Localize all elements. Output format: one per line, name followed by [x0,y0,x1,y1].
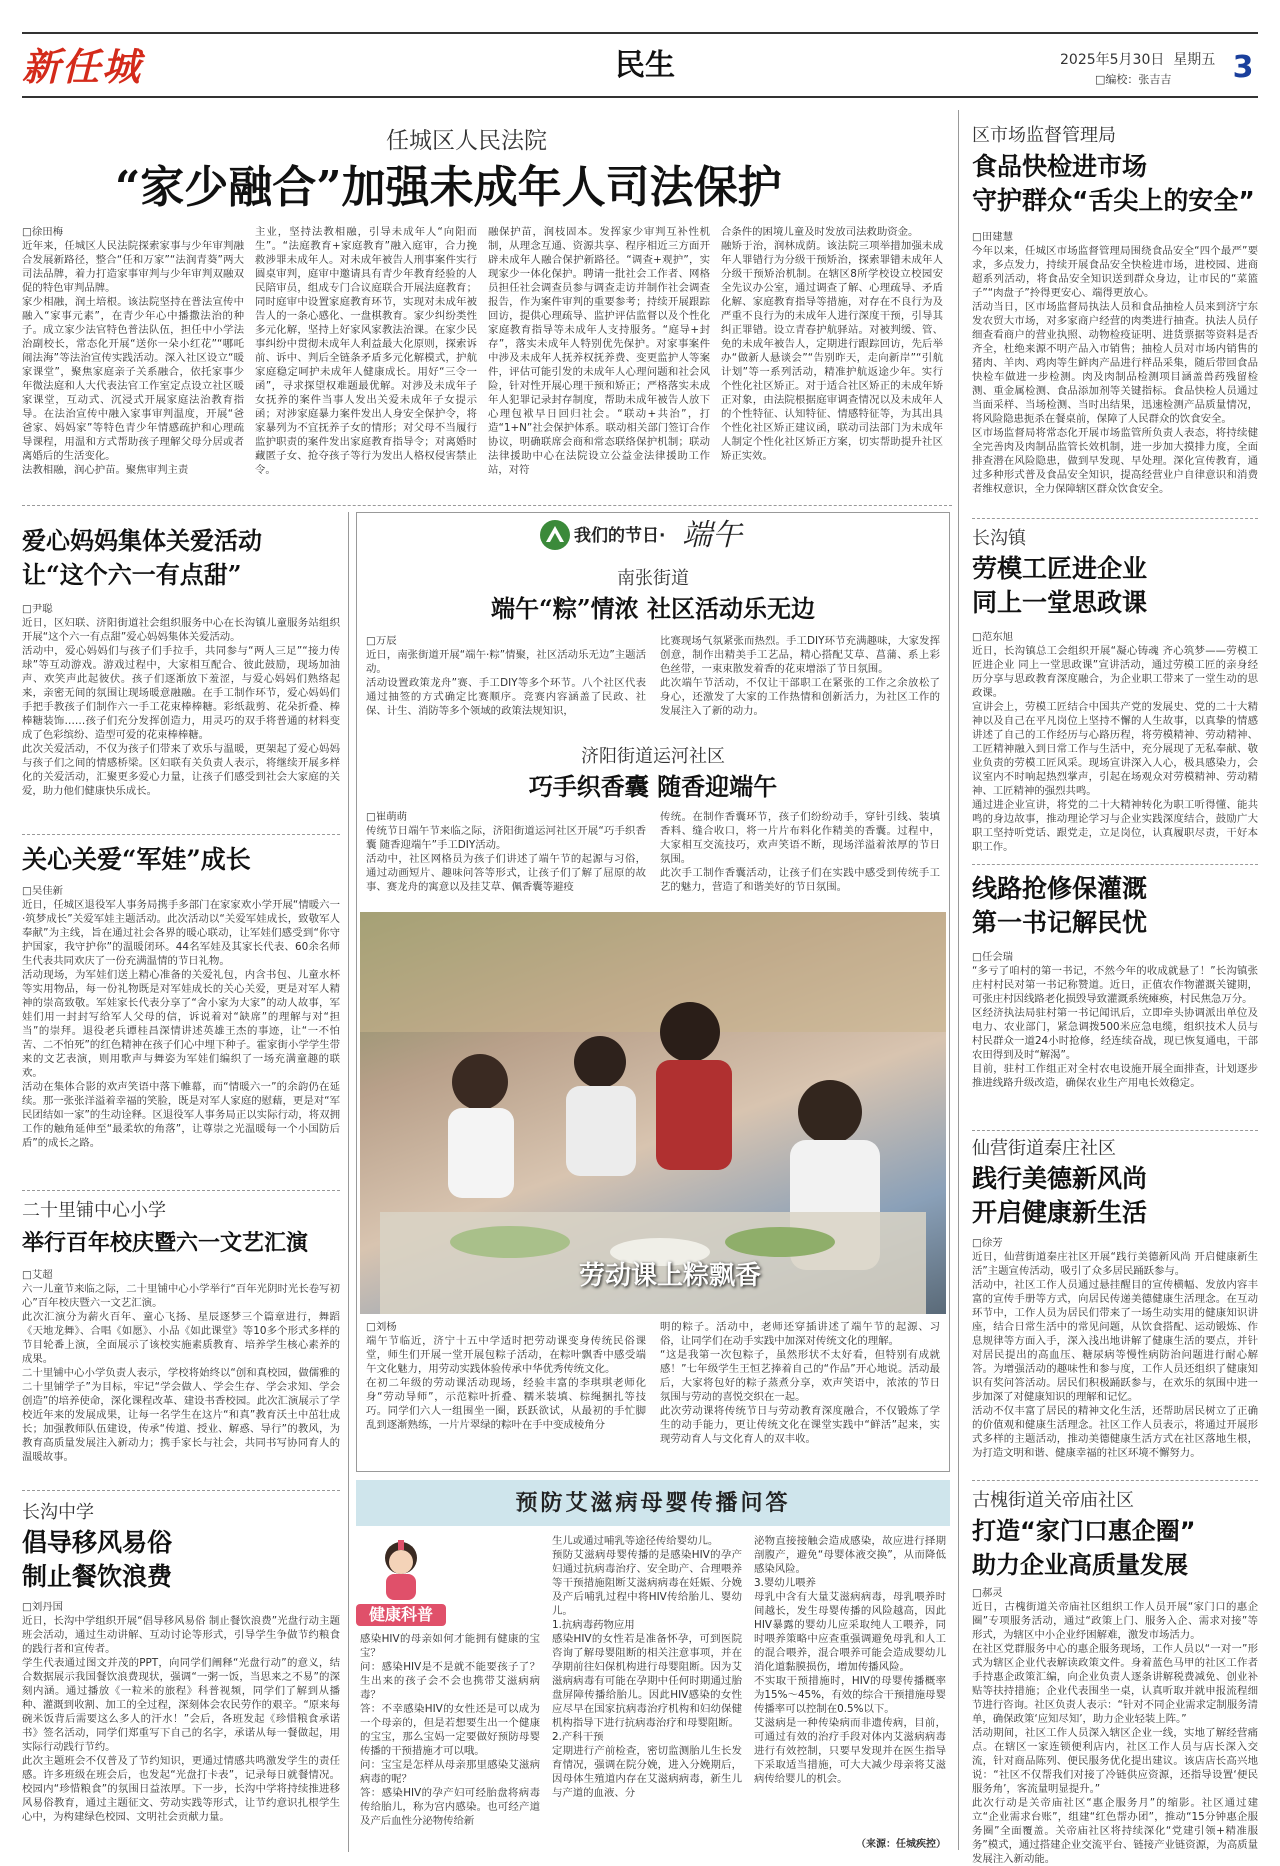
health-badge-label: 健康科普 [356,1604,446,1626]
r5-body: □郝灵 近日，古槐街道关帝庙社区组织工作人员开展“家门口的惠企圈”专项服务活动，通过“政策上门、服务入企、需求对接”等形式，为辖区中小企业纾困解难，激发市场活力。 在社区党群服务中心的惠企服务现场，工作人员以“一对一”形式为辖区企业代表解读政策文件。身着蓝色马甲的社区工作者手持惠企政策汇编，向企业负责人逐条讲解税费减免、创业补贴等扶持措施；企业代表围坐一桌，认真听取并就申报流程细节进行咨询。社区负责人表示：“针对不同企业需求定制服务清单，确保政策‘应知尽知’，助力企业轻装上阵。” 活动期间，社区工作人员深入辖区企业一线，实地了解经营痛点。在辖区一家连锁便利店内，社区工作人员与店长深入交流，针对商品陈列、便民服务优化提出建议。该店店长高兴地说：“社区不仅帮我们对接了冷链供应资源，还指导设置‘便民服务角’，客流量明显提升。” 此次行动是关帝庙社区“惠企服务月”的缩影。社区通过建立“企业需求台账”，组建“红色帮办团”，推动“15分钟惠企服务圈”全面覆盖。关帝庙社区将持续深化“党建引领+精准服务”模式，通过搭建企业交流平台、链接产业链资源，为高质量发展注入新动能。 [972,1587,1258,1865]
l3-body: □艾超 六一儿童节来临之际，二十里铺中心小学举行“百年光阴时光长卷写初心”百年校庆暨六一文艺汇演。 此次汇演分为薪火百年、童心飞扬、星辰逐梦三个篇章进行，舞蹈《天地龙舞》、合唱《如愿》、小品《如此课堂》等10多个形式多样的节目轮番上演，全面展示了该校实施素质教育、培养学生核心素养的成果。 二十里铺中心小学负责人表示，学校将始终以“创和真校园，做儒雅的二十里铺学子”为目标，牢记“学会做人、学会生存、学会求知、学会创造”的培养使命，深化课程改革、建设书香校园。此次汇演展示了学校近年来的发展成果，让每一名学生在这片“和真”教育沃土中茁壮成长；加强教师队伍建设，传承“传道、授业、解惑、导行”的教风，为教育高质量发展注入新动力；携手家长与社会，共同书写协同育人的温暖故事。 [22,1269,340,1463]
l4-title-1: 倡导移风易俗 [22,1528,173,1557]
s1-col-1: □万辰 近日，南张街道开展“端午·粽”情聚，社区活动乐无边”主题活动。 活动设置政策龙舟”赛、手工DIY等多个环节。八个社区代表通过抽签的方式确定比赛顺序。竞赛内容涵盖了民政、社保、计生、消防等多个领域的政策法规知识， [366,635,646,717]
rt-body: □田建慧 今年以来，任城区市场监督管理局围绕食品安全“四个最严”要求，多点发力，持续开展食品安全快检进市场，进校园、进商超系列活动，将食品安全知识送到群众身边，让市民的“菜篮子”“肉盘子”拎得更安心、端得更放心。 活动当日，区市场监督局执法人员和食品抽检人员来到济宁东发农贸大市场，对多家商户经营的肉类进行抽查。执法人员仔细查看商户的营业执照、动物检疫证明、进货票据等资料是否齐全，杜绝来源不明产品入市销售；抽检人员对市场内销售的猪肉、羊肉、鸡肉等生鲜肉产品进行样品采集，随后带回食品快检车做进一步检测。肉及肉制品检测项目涵盖兽药残留检测、重金属检测、食品添加剂等关键指标。食品快检人员通过当面采样、当场检测、当时出结果，迅速检测产品质量情况，将风险隐患扼杀在餐桌前，保障了人民群众的饮食安全。 区市场监督局将常态化开展市场监管所负责人表态，将持续健全完善肉及肉制品监管长效机制，进一步加大摸排力度，全面排查潜在风险隐患，做到早发现、早处理。深化宣传教育，通过多种形式普及食品安全知识，提高经营业户自律意识和消费者维权意识，全力保障辖区群众饮食安全。 [972,231,1258,495]
lead-col-3: 融保护苗，润枝固本。发挥家少审判互补性机制，从理念互通、资源共享、程序相近三方面开辟未成年人融合保护新路径。“调查+观护”，实现家少一体化保护。聘请一批社会工作者、网格员担任社会调查员参与调查走访并制作社会调查报告，作为案件审判的重要参考；持续开展跟踪回访，提供心理疏导、监护评估监督以及个性化家庭教育指导等未成年人支持服务。“庭导+封存”，落实未成年人特别优先保护。对家事案件中涉及未成年人抚养权抚养费、变更监护人等案件，评估可能引发的未成年人心理问题和社会风险，针对性开展心理干预和矫正；严格落实未成年人犯罪记录封存制度，帮助未成年被告人放下心理包袱早日回归社会。“联动+共治”，打造“1+N”社会保护体系。联动相关部门签订合作协议，明确联席会商和常态联络保护机制；联动法律援助中心在法院设立公益金法律援助工作站，对符 [488,226,710,476]
s1-col-2: 比赛现场气氛紧张而热烈。手工DIY环节充满趣味，大家发挥创意，制作出精美手工艺品，精心搭配艾草、菖蒲、系上彩色丝带，一束束散发着香的花束增添了节日氛围。 此次端午节活动，不仅让干部职工在紧张的工作之余放松了身心，还激发了大家的工作热情和创新活力，为社区工作的发展注入了新的动力。 [660,635,940,717]
r3-title-2: 第一书记解民忧 [972,908,1148,937]
festival-photo [360,912,946,1314]
l1-separator [22,834,340,835]
s1-title: 端午“粽”情浓 社区活动乐无边 [491,594,815,623]
rt-kicker: 区市场监督管理局 [972,125,1116,146]
r5-title-1: 打造“家门口惠企圈” [972,1517,1196,1545]
l2-separator [22,1190,340,1191]
l1-body: □尹聪 近日，区妇联、济阳街道社会组织服务中心在长沟镇儿童服务站组织开展“这个六一有点甜”爱心妈妈集体关爱活动。 活动中，爱心妈妈们与孩子们手拉手，共同参与“两人三足”“接力传球”等互动游戏。游戏过程中，大家相互配合、彼此鼓励，现场加油声、欢笑声此起彼伏。孩子们逐渐放下羞涩，与爱心妈妈们熟络起来，亲密无间的氛围让现场暖意融融。在手工制作环节，爱心妈妈们手把手教孩子们制作六一手工花束棒棒糖。彩纸裁剪、花朵折叠、棒棒糖装饰……孩子们充分发挥创造力，用灵巧的双手将普通的材料变成了色彩缤纷、造型可爱的花束棒棒糖。 此次关爱活动，不仅为孩子们带来了欢乐与温暖，更架起了爱心妈妈与孩子们之间的情感桥梁。区妇联有关负责人表示，将继续开展多样化的关爱活动，汇聚更多爱心力量，让孩子们感受到社会大家庭的关爱，助力他们健康快乐成长。 [22,603,340,797]
l3-kicker: 二十里铺中心小学 [22,1200,166,1221]
s2-title: 巧手织香囊 随香迎端午 [528,772,778,801]
l2-body: □吴佳新 近日，任城区退役军人事务局携手多部门在家家欢小学开展“情暖六一·筑梦成长”关爱军娃主题活动。此次活动以“关爱军娃成长，致敬军人奉献”为主线，旨在通过社会各界的暖心联动，让军娃们感受到“你守护国家，我守护你”的温暖闭环。44名军娃及其家长代表、60余名师生代表共同欢庆了一份充满温情的节日礼物。 活动现场，为军娃们送上精心准备的关爱礼包，内含书包、儿童水杯等实用物品，每一份礼物既是对军娃成长的关心关爱，更是对军人精神的崇高致敬。军娃家长代表分享了“舍小家为大家”的动人故事，军娃们用一封封写给军人父母的信，诉说着对“缺席”的理解与对“担当”的崇拜。退役老兵谭桂昌深情讲述英雄王杰的事迹，让“一不怕苦、二不怕死”的红色精神在孩子们心中埋下种子。霍家街小学学生带来的文艺表演，则用歌声与舞姿为军娃们编织了一场充满童趣的联欢。 活动在集体合影的欢声笑语中落下帷幕，而“情暖六一”的余韵仍在延续。那一张张洋溢着幸福的笑脸，既是对军人家庭的慰藉，更是对“军民团结如一家”的生动诠释。区退役军人事务局正以实际行动，将双拥工作的触角延伸至“最柔软的角落”，让尊崇之光温暖每一个小国防后盾”的成长之路。 [22,885,340,1149]
photo-caption: 劳动课上粽飘香 [578,1261,761,1291]
health-banner [356,1480,950,1526]
r4-title-2: 开启健康新生活 [972,1198,1148,1227]
masthead [0,0,1280,100]
editor-line: □编校：张吉吉 [1095,73,1172,86]
l4-title-2: 制止餐饮浪费 [22,1562,173,1591]
r4-separator [972,1480,1258,1481]
l2-title: 关心关爱“军娃”成长 [22,845,251,874]
l1-title-1: 爱心妈妈集体关爱活动 [22,526,262,555]
health-col-3: 泌物直接接触会造成感染，故应进行择期剖腹产，避免“母婴体液交换”，从而降低感染风险。 3.婴幼儿喂养 母乳中含有大量艾滋病病毒，母乳喂养时间越长，发生母婴传播的风险越高，因此HIV暴露的婴幼儿应采取纯人工喂养，同时喂养策略中应查重强调避免母乳和人工的混合喂养，混合喂养可能会造成婴幼儿消化道黏膜损伤，增加传播风险。 不实取干预措施时，HIV的母婴传播概率为15%～45%，有效的综合干预措施母婴传播率可以控制在0.5%以下。 艾滋病是一种传染病而非遗传病，目前，可通过有效的治疗手段对体内艾滋病病毒进行有效控制，只要早发现并在医生指导下采取适当措施，可大大减少母亲将艾滋病传给婴儿的机会。 [754,1535,946,1785]
festival-emblem-icon [540,520,570,550]
masthead-bottom-rule [22,96,1258,98]
r3-title-1: 线路抢修保灌溉 [972,874,1148,903]
l3-separator [22,1490,340,1491]
r2-separator [972,864,1258,865]
s2-col-2: 传统。在制作香囊环节，孩子们纷纷动手，穿针引线、装填香料、缝合收口，将一片片布料化作精美的香囊。过程中，大家相互交流技巧，欢声笑语不断，现场洋溢着浓厚的节日氛围。 此次手工制作香囊活动，让孩子们在实践中感受到传统手工艺的魅力，营造了和谐美好的节日氛围。 [660,811,940,893]
r5-title-2: 助力企业高质量发展 [972,1551,1188,1579]
l4-kicker: 长沟中学 [22,1502,94,1523]
right-column-divider [958,110,959,1850]
top-rule [22,32,1258,34]
lead-col-1: □徐田梅 近年来，任城区人民法院探索家事与少年审判融合发展新路径，整合“任和万家”“法润青葵”两大司法品牌，着力打造家事审判与少年审判双融双促的特色审判品牌。 家少相融，润土培根。该法院坚持在普法宣传中融入“家事元素”，在青少年心中播撒法治的种子。成立家少法官特色普法队伍，担任中小学法治副校长，常态化开展“送你一朵小红花”“哪吒闹法海”等法治宣传实践活动。深入社区设立“暖家课堂”，聚焦家庭亲子关系融合，依托家事少年微法庭和人大代表法官工作室定点设立社区暖家课堂，互动式、沉浸式开展家庭法治教育指导。在法治宣传中融入家事审判温度，开展“爸爸家、妈妈家”等特色青少年情感疏护和心理疏导课程，用温和方式帮助孩子理解父母分居或者离婚后的生活变化。 法教相融，润心护苗。聚焦审判主责 [22,226,244,476]
rt-title-1: 食品快检进市场 [972,152,1148,181]
r2-title-2: 同上一堂思政课 [972,588,1148,617]
r2-kicker: 长沟镇 [972,528,1026,549]
weekday: 星期五 [1173,52,1216,68]
rt-title-2: 守护群众“舌尖上的安全” [972,186,1255,215]
festival-banner-script: 端午 [682,518,742,553]
lead-separator [22,505,952,506]
lead-col-4: 合条件的困境儿童及时发放司法救助资金。 融矫于治，润林成荫。该法院三项举措加强未成年人罪错行为分级干预矫治，探索罪错未成年人分级干预矫治机制。在辖区8所学校设立校园安全先议办公室，通过调查了解、心理疏导、矛盾化解、家庭教育指导等措施，对存在不良行为及严重不良行为的未成年人进行深度干预，引导其纠正罪错。设立青春护航驿站。对被判缓、管、免的未成年被告人，定期进行跟踪回访，先后举办“做新人悬谈会”“告别昨天，走向新岸”“引航计划”等一系列活动，精准护航返途少年。实行个性化社区矫正。对于适合社区矫正的未成年矫正对象，由法院根据庭审调查情况以及未成年人的个性特征、认知特征、情感特征等，为其出具个性化社区矫正建议函，联动司法部门为未成年人制定个性化社区矫正方案，切实帮助提升社区矫正实效。 [721,226,943,462]
left-column-divider [348,512,349,1852]
health-col-1: 感染HIV的母亲如何才能拥有健康的宝宝？ 问：感染HIV是不是就不能要孩子了？生出来的孩子会不会也携带艾滋病病毒？ 答：不幸感染HIV的女性还是可以成为一个母亲的，但是若想要生出一个健康的宝宝，那么宝妈一定要做好预防母婴传播的干预措施才可以哦。 问：宝宝是怎样从母亲那里感染艾滋病病毒的呢？ 答：感染HIV的孕产妇可经胎盘将病毒传给胎儿，称为宫内感染。也可经产道及产后血性分泌物传给新 [360,1633,540,1827]
health-badge [356,1534,446,1626]
s3-col-2: 明的粽子。活动中，老师还穿插讲述了端午节的起源、习俗，让同学们在动手实践中加深对传统文化的理解。 “这是我第一次包粽子，虽然形状不太好看，但特别有成就感！”七年级学生王恒艺捧着自己的“作品”开心地说。活动最后，大家将包好的粽子蒸煮分享，欢声笑语中，浓浓的节日氛围与劳动的喜悦交织在一起。 此次劳动课将传统节日与劳动教育深度融合，不仅锻炼了学生的动手能力，更让传统文化在课堂实践中“鲜活”起来，实现劳动育人与文化育人的双丰收。 [660,1321,940,1445]
rt-separator [972,518,1258,519]
lead-title: “家少融合”加强未成年人司法保护 [115,162,782,213]
l4-body: □刘丹国 近日，长沟中学组织开展“倡导移风易俗 制止餐饮浪费”光盘行动主题班会活动，通过生动讲解、互动讨论等形式，引导学生争做节约粮食的践行者和宣传者。 学生代表通过图文并茂的PPT，向同学们阐释“光盘行动”的意义，结合数据展示我国餐饮浪费现状，强调“一粥一饭，当思来之不易”的深刻内涵。通过播放《一粒米的旅程》科普视频，同学们了解到从播种、灌溉到收割、加工的全过程，深刻体会农民劳作的艰辛。“原来每碗米饭背后需要这么多人的汗水！”会后，各班发起《珍惜粮食承诺书》签名活动，同学们郑重写下自己的名字，承诺从每一餐做起，用实际行动践行节约。 此次主题班会不仅普及了节约知识，更通过情感共鸣激发学生的责任感。许多班级在班会后，也发起“光盘打卡表”，记录每日就餐情况。校园内“珍惜粮食”的氛围日益浓厚。下一步，长沟中学将持续推进移风易俗教育，通过主题征文、劳动实践等形式，让节约意识扎根学生心中，为构建绿色校园、文明社会贡献力量。 [22,1601,340,1823]
r3-body: □任会瑞 “多亏了咱村的第一书记，不然今年的收成就悬了！”长沟镇张庄村村民对第一书记称赞道。近日，正值农作物灌溉关键期，可张庄村因线路老化损毁导致灌溉系统瘫痪，村民焦急万分。 区经济执法局驻村第一书记闻讯后，立即牵头协调派出单位及电力、农业部门，紧急调拨500米应急电缆，组织技术人员与村民群众一道24小时抢修，经连续奋战，现已恢复通电，干部农田得到及时“解渴”。 目前，驻村工作组正对全村农电设施开展全面排查，计划逐步推进线路升级改造，确保农业生产用电长效稳定。 [972,951,1258,1089]
festival-banner [540,514,780,558]
lead-col-2: 主业，坚持法教相融，引导未成年人“向阳而生”。“法庭教育+家庭教育”融入庭审，合力挽救涉罪未成年人。对未成年被告人刑事案件实行圆桌审判，庭审中邀请具有青少年教育经验的人民陪审员，组成专门合议庭联合开展法庭教育；同时庭审中设置家庭教育环节，实现对未成年被告人的一条心感化、一盘棋教育。家少纠纷类性多元化解，坚持上好家风家教法治课。在家少民事纠纷中贯彻未成年人利益最大化原则，探索诉前、诉中、判后全链条矛盾多元化解模式，护航家庭稳定呵护未成年人健康成长。用好“三令一函”，寻求探望权难题最优解。对涉及未成年子女抚养的案件当事人发出关爱未成年子女提示函；对涉家庭暴力案件发出人身安全保护令，将家暴列为不宜抚养子女的情形；对父母不当履行监护职责的案件发出家庭教育指导令；对离婚时藏匿子女、抢夺孩子等行为发出人格权侵害禁止令。 [255,226,477,476]
logo: 新任城 [22,44,143,89]
s2-col-1: □崔萌萌 传统节日端午节来临之际，济阳街道运河社区开展“巧手织香囊 随香迎端午”手工DIY活动。 活动中，社区网格员为孩子们讲述了端午节的起源与习俗，通过动画短片、趣味问答等形式，让孩子们了解了屈原的故事、赛龙舟的寓意以及挂艾草、佩香囊等避疫 [366,811,646,893]
page-number: 3 [1232,50,1254,85]
issue-date [1060,50,1230,70]
r4-kicker: 仙营街道秦庄社区 [972,1138,1116,1159]
l3-title: 举行百年校庆暨六一文艺汇演 [22,1230,309,1256]
s2-kicker: 济阳街道运河社区 [581,746,725,767]
r2-body: □范东旭 近日，长沟镇总工会组织开展“凝心铸魂 齐心筑梦——劳模工匠进企业 同上一堂思政课”宣讲活动，通过劳模工匠的亲身经历分享与思政教育深度融合，为企业职工带来了一堂生动的思政课。 宣讲会上，劳模工匠结合中国共产党的发展史、党的二十大精神以及自己在平凡岗位上坚持不懈的人生故事，以真挚的情感讲述了自己的工作经历与心路历程，将劳模精神、劳动精神、工匠精神融入到日常工作与生活中，充分展现了无私奉献、敬业负责的劳模工匠风采。现场宣讲深入人心，极具感染力，会议室内不时响起热烈掌声，引起在场观众对劳模精神、劳动精神、工匠精神的强烈共鸣。 通过进企业宣讲，将党的二十大精神转化为职工听得懂、能共鸣的身边故事，推动理论学习与企业实践深度结合，鼓励广大职工坚持听党话、跟党走，立足岗位，认真履职尽责，干好本职工作。 [972,631,1258,853]
r2-title-1: 劳模工匠进企业 [972,554,1148,583]
r4-body: □徐芳 近日，仙营街道秦庄社区开展“践行美德新风尚 开启健康新生活”主题宣传活动，吸引了众多居民踊跃参与。 活动中，社区工作人员通过悬挂醒目的宣传横幅、发放内容丰富的宣传手册等方式，向居民传递美德健康生活理念。在互动环节中，工作人员为居民们带来了一场生动实用的健康知识讲座，结合日常生活中的常见问题，从饮食搭配、运动锻炼、作息规律等方面入手，深入浅出地讲解了健康生活的要点，并针对居民提出的高血压、糖尿病等慢性病防治问题进行耐心解答。为增强活动的趣味性和参与度，工作人员还组织了健康知识有奖问答活动。居民们积极踊跃参与，在欢乐的氛围中进一步加深了对健康知识的理解和记忆。 活动不仅丰富了居民的精神文化生活，还帮助居民树立了正确的价值观和健康生活理念。社区工作人员表示，将通过开展形式多样的主题活动，推动美德健康生活方式在社区落地生根，为打造文明和谐、健康幸福的社区环境不懈努力。 [972,1237,1258,1459]
nurse-icon [356,1534,446,1604]
festival-banner-label: 我们的节日· [574,526,666,546]
r4-title-1: 践行美德新风尚 [972,1164,1148,1193]
r5-kicker: 古槐街道关帝庙社区 [972,1490,1134,1511]
health-source: （来源：任城疾控） [856,1839,946,1850]
section-title: 民生 [615,48,675,83]
lead-kicker: 任城区人民法院 [386,128,547,154]
s3-col-1: □刘杨 端午节临近，济宁十五中学适时把劳动课变身传统民俗课堂，师生们开展一堂开展包粽子活动，在粽叶飘香中感受端午文化魅力，用劳动实践体验传承中华优秀传统文化。 在初二年级的劳动课活动现场，经验丰富的李琪琪老师化身“劳动导师”，示范粽叶折叠、糯米装填、棕绳捆扎等技巧。同学们六人一组围坐一圈，跃跃欲试，从最初的手忙脚乱到逐渐熟练，一片片翠绿的粽叶在手中变成棱角分 [366,1321,646,1431]
l1-title-2: 让“这个六一有点甜” [22,560,242,589]
health-col-2: 生儿或通过哺乳等途径传给婴幼儿。 预防艾滋病母婴传播的是感染HIV的孕产妇通过抗病毒治疗、安全助产、合理喂养等干预措施阻断艾滋病病毒在妊娠、分娩及产后哺乳过程中将HIV传给胎儿、婴幼儿。 1.抗病毒药物应用 感染HIV的女性若是准备怀孕，可到医院咨询了解母婴阻断的相关注意事项，并在孕期前往妇保机构进行母婴阻断。因为艾滋病病毒有可能在孕期中任何时期通过胎盘屏障传播给胎儿。因此HIV感染的女性应尽早在国家抗病毒治疗机构和妇幼保健机构指导下进行抗病毒治疗和母婴阻断。 2.产科干预 定期进行产前检查，密切监测胎儿生长发育情况，强调在院分娩，进入分娩期后，因母体生殖道内存在艾滋病病毒，新生儿与产道的血液、分 [552,1535,742,1799]
date: 2025年5月30日 [1060,52,1165,68]
s1-kicker: 南张街道 [617,568,689,589]
r3-separator [972,1130,1258,1131]
health-banner-text: 预防艾滋病母婴传播问答 [515,1490,791,1516]
